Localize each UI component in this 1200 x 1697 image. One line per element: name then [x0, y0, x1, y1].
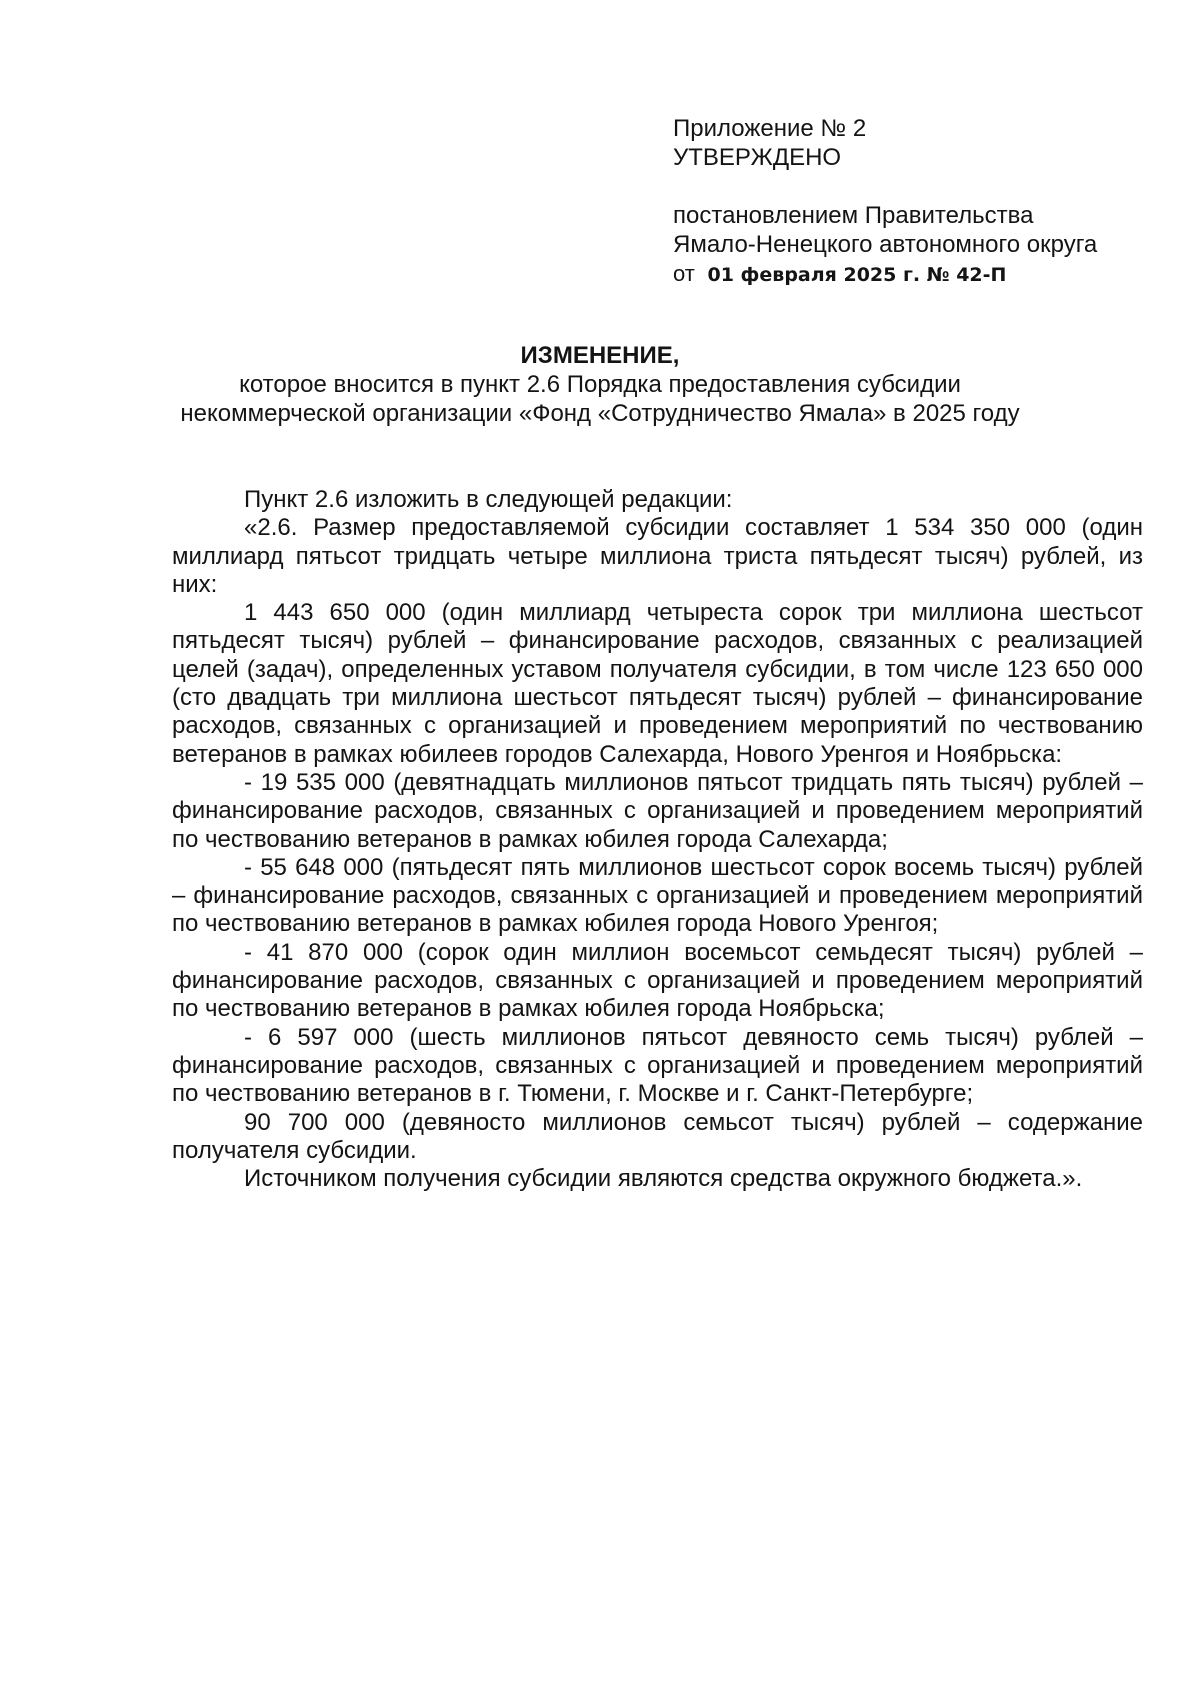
resolution-line-1: постановлением Правительства: [673, 202, 1034, 229]
resolution-date: 01 февраля 2025 г. № 42-П: [707, 264, 1007, 286]
body-paragraph: 90 700 000 (девяносто миллионов семьсот тысяч) рублей – содержание получателя субсидии.: [172, 1108, 1143, 1164]
document-heading: [150, 341, 1050, 428]
appendix-number: Приложение № 2: [673, 115, 867, 142]
body-paragraph: Источником получения субсидии являются средства окружного бюджета.».: [244, 1165, 1083, 1193]
approval-block: [673, 114, 1153, 290]
resolution-line-2: Ямало-Ненецкого автономного округа: [673, 231, 1098, 258]
body-paragraph: 1 443 650 000 (один миллиард четыреста сорок три миллиона шестьсот пятьдесят тысяч) рублей – финансирование расходов, связанных с реализацией целей (задач), определенных уставом получателя субсидии, в том числе 123 650 000 (сто двадцать три миллиона шестьсот пятьдесят тысяч) рублей – финансирование расходов, связанных с организацией и проведением мероприятий по чествованию ветеранов в рамках юбилеев городов Салехарда, Нового Уренгоя и Ноябрьска:: [172, 599, 1143, 768]
document-subtitle-line-2: некоммерческой организации «Фонд «Сотрудничество Ямала» в 2025 году: [180, 400, 1020, 427]
resolution-date-line: [673, 259, 1153, 290]
approved-stamp-text: УТВЕРЖДЕНО: [673, 144, 842, 171]
body-paragraph: - 19 535 000 (девятнадцать миллионов пятьсот тридцать пять тысяч) рублей – финансирование расходов, связанных с организацией и проведением мероприятий по чествованию ветеранов в рамках юбилея города Салехарда;: [172, 768, 1143, 853]
document-body: [172, 486, 1143, 1193]
body-paragraph: - 6 597 000 (шесть миллионов пятьсот девяносто семь тысяч) рублей – финансирование расходов, связанных с организацией и проведением мероприятий по чествованию ветеранов в г. Тюмени, г. Москве и г. Санкт-Петербурге;: [172, 1023, 1143, 1108]
body-paragraph: Пункт 2.6 изложить в следующей редакции:: [244, 486, 733, 513]
date-prefix: от: [673, 261, 695, 286]
body-paragraph: «2.6. Размер предоставляемой субсидии составляет 1 534 350 000 (один миллиард пятьсот тридцать четыре миллиона триста пятьдесят тысяч) рублей, из них:: [172, 514, 1143, 598]
approval-gap: [673, 172, 1153, 201]
body-paragraph: - 41 870 000 (сорок один миллион восемьсот семьдесят тысяч) рублей – финансирование расходов, связанных с организацией и проведением мероприятий по чествованию ветеранов в рамках юбилея города Ноябрьска;: [172, 938, 1143, 1023]
body-paragraph: - 55 648 000 (пятьдесят пять миллионов шестьсот сорок восемь тысяч) рублей – финансирование расходов, связанных с организацией и проведением мероприятий по чествованию ветеранов в рамках юбилея города Нового Уренгоя;: [172, 853, 1143, 938]
document-title: ИЗМЕНЕНИЕ,: [520, 342, 680, 369]
document-subtitle-line-1: которое вносится в пункт 2.6 Порядка предоставления субсидии: [239, 371, 961, 398]
